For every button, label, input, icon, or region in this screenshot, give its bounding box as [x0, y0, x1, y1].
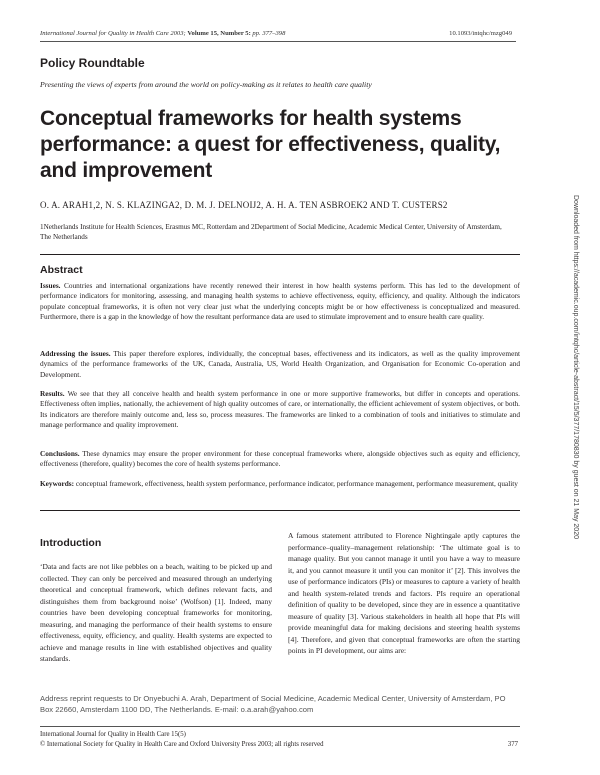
- keywords-label: Keywords:: [40, 479, 75, 488]
- abstract-addressing: [40, 349, 520, 380]
- running-header: [40, 30, 520, 37]
- abstract-issues-label: Issues.: [40, 281, 61, 290]
- abstract-top-rule: [40, 254, 520, 255]
- journal-name: International Journal for Quality in Health Care 2003;: [40, 30, 186, 37]
- introduction-heading: Introduction: [40, 537, 102, 549]
- section-label: Policy Roundtable: [40, 56, 145, 70]
- volume-issue: Volume 15, Number 5:: [187, 30, 251, 37]
- abstract-conclusions-text: These dynamics may ensure the proper environment for these conceptual frameworks where, alongside objectives such as equity and efficiency, effectiveness (therefore, quality) becomes the core of health systems performance.: [40, 449, 520, 469]
- doi[interactable]: 10.1093/intqhc/mzg049: [449, 30, 512, 37]
- abstract-addressing-label: Addressing the issues.: [40, 349, 111, 358]
- abstract-addressing-text: This paper therefore explores, individually, the conceptual bases, effectiveness and its indicators, as well as the quality improvement dynamics of the performance frameworks of the UK, Canada, Australia, US, World Health Organization, and Organisation for Economic Co-operation and Development.: [40, 349, 520, 379]
- introduction-left-column: ‘Data and facts are not like pebbles on a beach, waiting to be picked up and collected. They can only be perceived and measured through an underlying theoretical and conceptual framework, which defines relevant facts, and distinguishes them from background noise’ (Wolfson) [1]. Indeed, many countries have been developing conceptual frameworks for monitoring, measuring, and managing the performance of their health systems to ensure effectiveness, equity, efficiency, and quality. Health systems are expected to achieve and manage results in line with established objectives and quality standards.: [40, 562, 272, 663]
- abstract-results-text: We see that they all conceive health and health system performance in one or more supportive frameworks, but differ in concepts and operations. Effectiveness often implies, nationally, the achievement of high quality outcomes of care, or internationally, the efficient achievement of system objectives, or both. Its indicators are therefore mainly outcome and, less so, process measures. The frameworks are linked to a combination of tools and initiatives to stimulate and manage performance and quality improvement.: [40, 389, 520, 429]
- download-watermark: Downloaded from https://academic.oup.com/intqhc/article-abstract/15/5/377/1780830 by guest on 21 May 2020: [572, 195, 579, 539]
- abstract-keywords: [40, 479, 520, 489]
- abstract-conclusions-label: Conclusions.: [40, 449, 80, 458]
- abstract-conclusions: [40, 449, 520, 470]
- abstract-issues-text: Countries and international organizations have recently renewed their interest in how health systems perform. This has led to the development of performance indicators for monitoring, assessing, and managing health systems to achieve effectiveness, equity, efficiency, and quality. Although the indicators populate conceptual frameworks, it is often not very clear just what the underlying concepts might be or how effectiveness is conceptualized and measured. Furthermore, there is a gap in the knowledge of how the resultant performance data are used to stimulate improvement and to ensure health care quality.: [40, 281, 520, 321]
- abstract-results: [40, 389, 520, 430]
- page-range: pp. 377–398: [252, 30, 286, 37]
- article-title: Conceptual frameworks for health systems performance: a quest for effectiveness, quality, and improvement: [40, 107, 501, 182]
- header-divider: [40, 41, 516, 42]
- footer-journal: International Journal for Quality in Health Care 15(5): [40, 731, 186, 738]
- abstract-bottom-rule: [40, 510, 520, 511]
- abstract-issues: [40, 281, 520, 322]
- page-number: 377: [507, 741, 518, 748]
- footer-copyright: © International Society for Quality in Health Care and Oxford University Press 2003; all rights reserved: [40, 741, 324, 748]
- abstract-results-label: Results.: [40, 389, 65, 398]
- keywords-text: conceptual framework, effectiveness, health system performance, performance indicator, performance management, performance measurement, quality: [75, 479, 518, 488]
- introduction-right-column: A famous statement attributed to Florence Nightingale aptly captures the performance–quality–management relationship: ‘The ultimate goal is to manage quality. But you cannot manage it until you have a way to measure it, and you cannot measure it until you can monitor it’ [2]. This involves the use of performance indicators (PIs) or measures to capture a variety of health and health system-related trends and factors. PIs require an operational definition of quality to be developed, since they are in essence a quantitative measure of quality [3]. Various stakeholders in health all hope that PIs will provide meaningful data for making decisions and steering health systems [4]. Therefore, and given that conceptual frameworks are often the starting points in PI development, our aims are:: [288, 531, 520, 655]
- section-subtitle: Presenting the views of experts from around the world on policy-making as it relates to health care quality: [40, 80, 372, 89]
- author-list: O. A. ARAH1,2, N. S. KLAZINGA2, D. M. J. DELNOIJ2, A. H. A. TEN ASBROEK2 AND T. CUSTERS2: [40, 200, 448, 210]
- affiliations: 1Netherlands Institute for Health Sciences, Erasmus MC, Rotterdam and 2Department of Social Medicine, Academic Medical Center, University of Amsterdam, The Netherlands: [40, 223, 502, 241]
- footer-divider: [40, 726, 520, 727]
- correspondence-address: Address reprint requests to Dr Onyebuchi A. Arah, Department of Social Medicine, Academic Medical Center, University of Amsterdam, PO Box 22660, Amsterdam 1100 DD, The Netherlands. E-mail: o.a.arah@yahoo.com: [40, 694, 506, 714]
- abstract-heading: Abstract: [40, 264, 83, 276]
